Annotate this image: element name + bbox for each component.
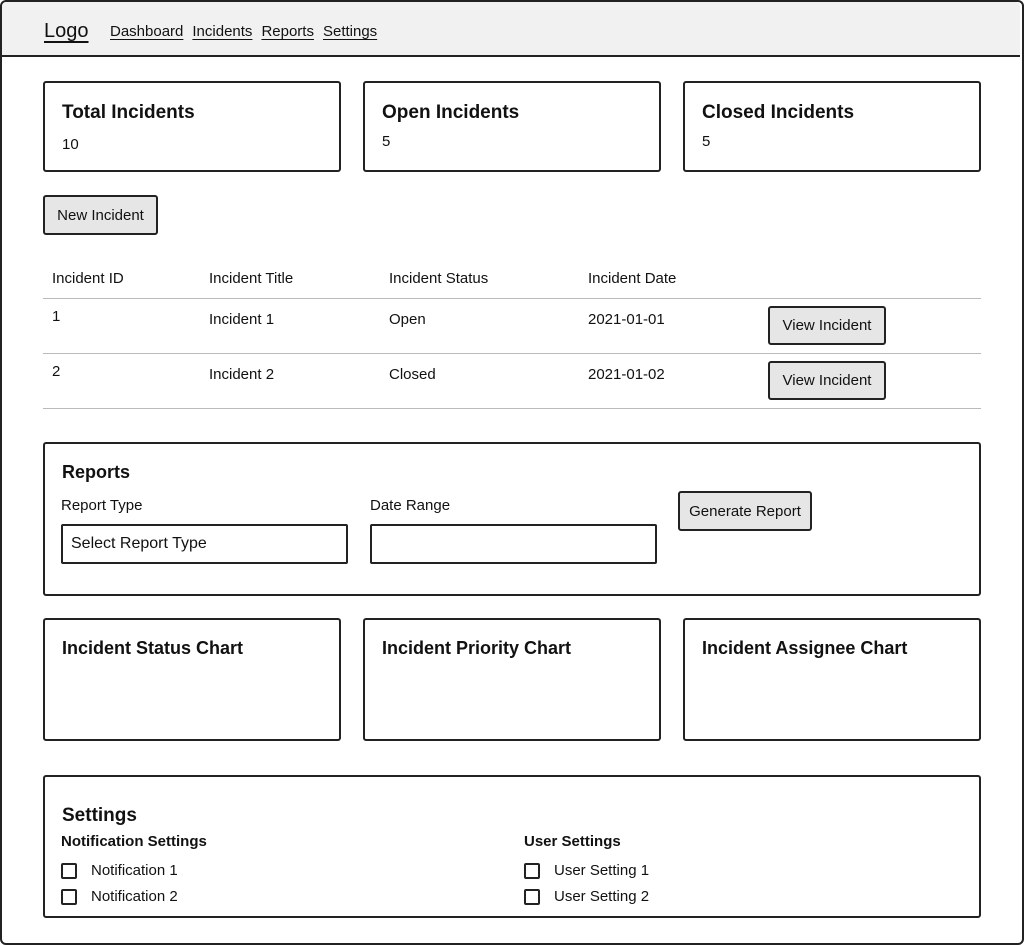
closed-incidents-card	[683, 81, 981, 172]
view-incident-button[interactable]: View Incident	[768, 361, 886, 400]
view-incident-button[interactable]: View Incident	[768, 306, 886, 345]
open-incidents-value: 5	[382, 133, 391, 150]
user-setting-option	[524, 862, 649, 879]
incident-status-chart-title: Incident Status Chart	[62, 638, 244, 658]
nav-link-incidents[interactable]: Incidents	[192, 23, 253, 40]
incident-priority-chart-panel	[363, 618, 661, 741]
cell-incident-date: 2021-01-02	[588, 366, 665, 383]
settings-panel	[43, 775, 981, 918]
notification-1-label: Notification 1	[91, 862, 178, 879]
cell-incident-title: Incident 2	[209, 366, 275, 383]
settings-title: Settings	[62, 805, 137, 826]
table-divider	[43, 408, 981, 409]
user-setting-1-checkbox[interactable]	[524, 863, 540, 879]
cell-incident-status: Closed	[389, 366, 436, 383]
top-navbar	[2, 2, 1020, 57]
table-divider	[43, 353, 981, 354]
logo[interactable]: Logo	[44, 20, 89, 42]
total-incidents-card	[43, 81, 341, 172]
table-divider	[43, 298, 981, 299]
user-setting-option	[524, 888, 649, 905]
user-setting-2-checkbox[interactable]	[524, 889, 540, 905]
date-range-label: Date Range	[370, 497, 451, 514]
table-header-id: Incident ID	[52, 270, 124, 287]
main-nav	[110, 23, 377, 40]
open-incidents-card	[363, 81, 661, 172]
total-incidents-value: 10	[62, 136, 79, 153]
notification-settings-title: Notification Settings	[61, 833, 207, 850]
table-header-title: Incident Title	[209, 270, 294, 287]
nav-link-reports[interactable]: Reports	[261, 23, 314, 40]
user-settings-title: User Settings	[524, 833, 621, 850]
incident-assignee-chart-panel	[683, 618, 981, 741]
report-type-select[interactable]: Select Report Type	[61, 524, 348, 564]
report-type-label: Report Type	[61, 497, 143, 514]
incident-assignee-chart-title: Incident Assignee Chart	[702, 638, 908, 658]
incident-status-chart-panel	[43, 618, 341, 741]
notification-option	[61, 888, 178, 905]
table-header-status: Incident Status	[389, 270, 489, 287]
nav-link-dashboard[interactable]: Dashboard	[110, 23, 184, 40]
notification-option	[61, 862, 178, 879]
cell-incident-status: Open	[389, 311, 426, 328]
incident-priority-chart-title: Incident Priority Chart	[382, 638, 572, 658]
cell-incident-title: Incident 1	[209, 311, 275, 328]
table-header-date: Incident Date	[588, 270, 677, 287]
nav-link-settings[interactable]: Settings	[322, 23, 378, 40]
notification-2-label: Notification 2	[91, 888, 178, 905]
reports-panel	[43, 442, 981, 596]
total-incidents-title: Total Incidents	[62, 102, 195, 123]
reports-title: Reports	[62, 462, 131, 482]
user-setting-1-label: User Setting 1	[554, 862, 650, 879]
closed-incidents-title: Closed Incidents	[702, 102, 855, 123]
notification-1-checkbox[interactable]	[61, 863, 77, 879]
user-setting-2-label: User Setting 2	[554, 888, 650, 905]
open-incidents-title: Open Incidents	[382, 102, 520, 123]
date-range-input[interactable]	[370, 524, 657, 564]
closed-incidents-value: 5	[702, 133, 711, 150]
generate-report-button[interactable]: Generate Report	[678, 491, 812, 531]
cell-incident-id: 1	[52, 308, 61, 325]
cell-incident-id: 2	[52, 363, 61, 380]
new-incident-button[interactable]: New Incident	[43, 195, 158, 235]
notification-2-checkbox[interactable]	[61, 889, 77, 905]
cell-incident-date: 2021-01-01	[588, 311, 665, 328]
